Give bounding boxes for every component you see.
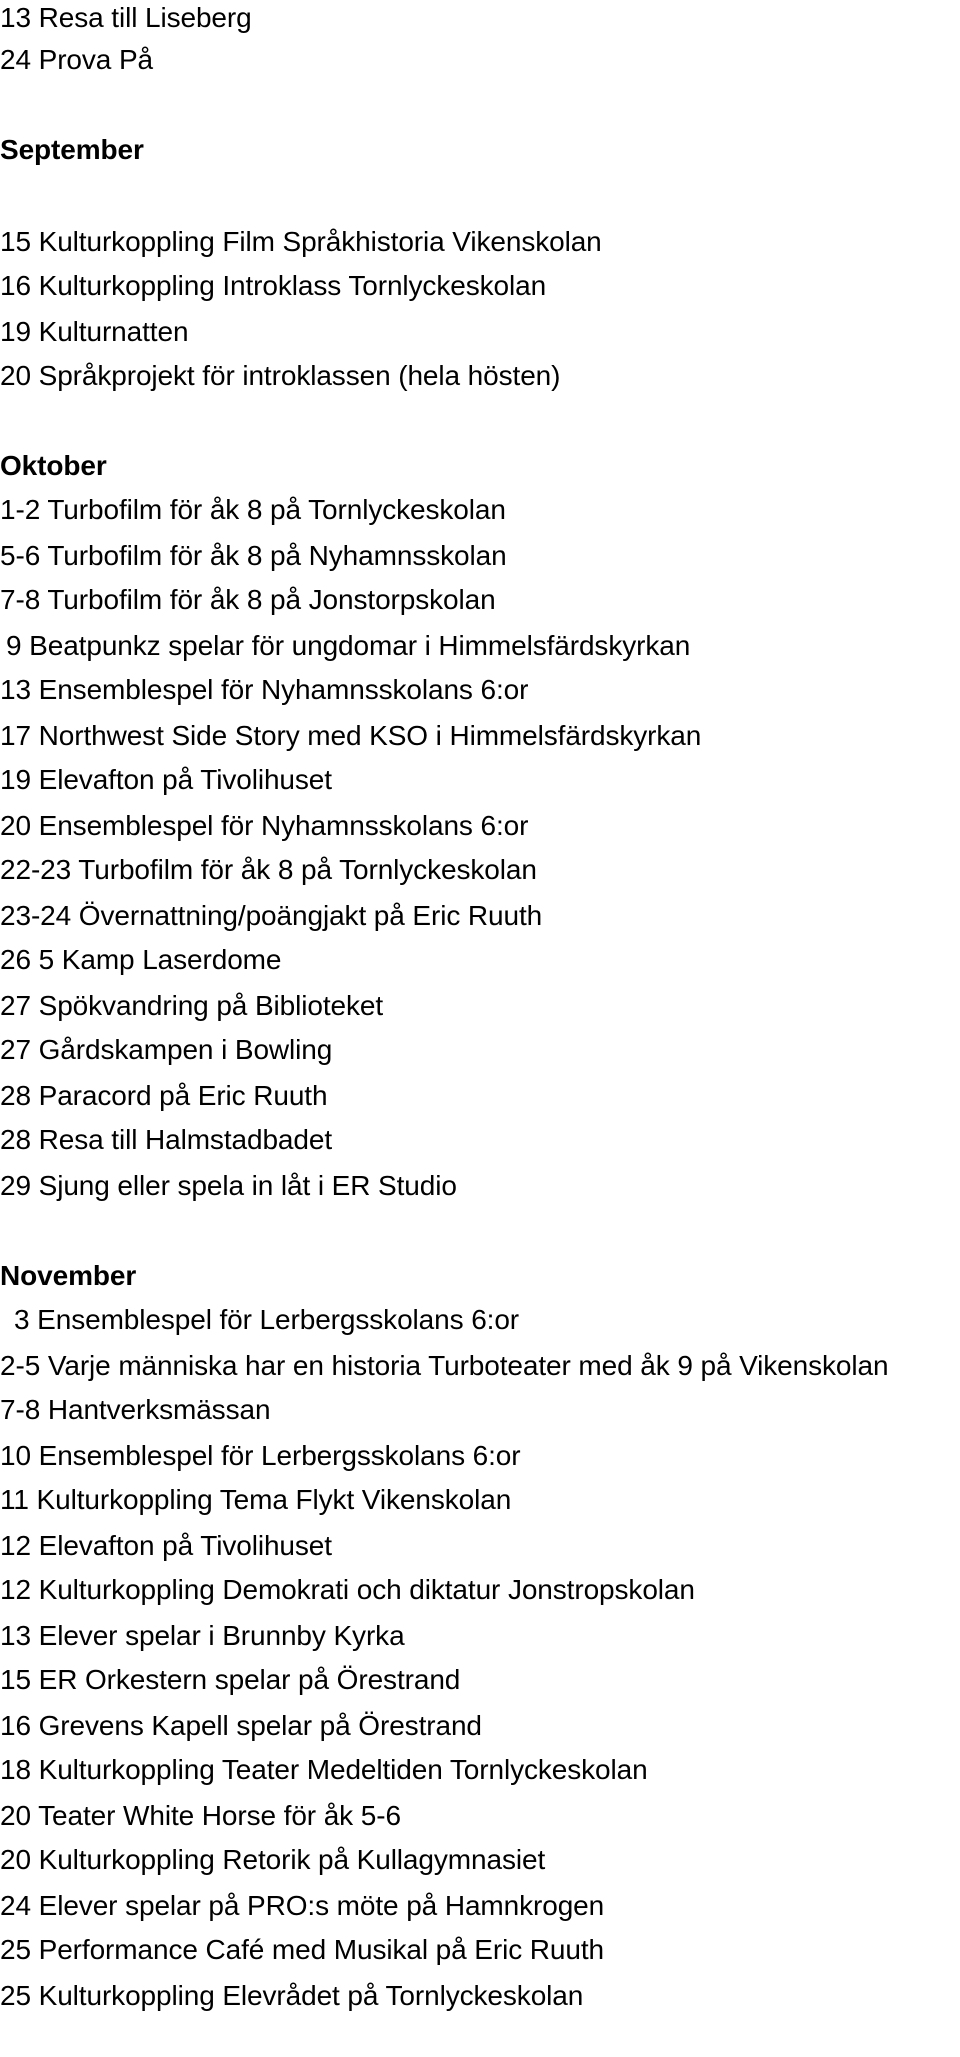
event-line: 20 Kulturkoppling Retorik på Kullagymnasiet <box>0 1844 546 1875</box>
event-line: 20 Teater White Horse för åk 5-6 <box>0 1800 401 1831</box>
event-line: 7-8 Turbofilm för åk 8 på Jonstorpskolan <box>0 584 496 615</box>
event-line: 11 Kulturkoppling Tema Flykt Vikenskolan <box>0 1484 512 1515</box>
event-line: 20 Språkprojekt för introklassen (hela hösten) <box>0 360 561 391</box>
event-line: 1-2 Turbofilm för åk 8 på Tornlyckeskolan <box>0 494 506 525</box>
event-line: 16 Grevens Kapell spelar på Örestrand <box>0 1710 482 1741</box>
event-line: 17 Northwest Side Story med KSO i Himmelsfärdskyrkan <box>0 720 702 751</box>
event-line: 22-23 Turbofilm för åk 8 på Tornlyckeskolan <box>0 854 537 885</box>
event-line: 12 Elevafton på Tivolihuset <box>0 1530 332 1561</box>
event-line: 16 Kulturkoppling Introklass Tornlyckeskolan <box>0 270 547 301</box>
event-line: 29 Sjung eller spela in låt i ER Studio <box>0 1170 457 1201</box>
month-heading-september: September <box>0 134 144 165</box>
event-line: 13 Elever spelar i Brunnby Kyrka <box>0 1620 405 1651</box>
event-line: 7-8 Hantverksmässan <box>0 1394 271 1425</box>
event-line: 28 Paracord på Eric Ruuth <box>0 1080 328 1111</box>
event-line: 27 Spökvandring på Biblioteket <box>0 990 384 1021</box>
event-line: 24 Prova På <box>0 44 153 75</box>
event-line: 20 Ensemblespel för Nyhamnsskolans 6:or <box>0 810 529 841</box>
event-line: 28 Resa till Halmstadbadet <box>0 1124 333 1155</box>
event-line: 13 Ensemblespel för Nyhamnsskolans 6:or <box>0 674 529 705</box>
event-line: 12 Kulturkoppling Demokrati och diktatur Jonstropskolan <box>0 1574 695 1605</box>
event-line: 15 Kulturkoppling Film Språkhistoria Vikenskolan <box>0 226 602 257</box>
event-line: 13 Resa till Liseberg <box>0 2 252 33</box>
event-line: 24 Elever spelar på PRO:s möte på Hamnkrogen <box>0 1890 605 1921</box>
month-heading-oktober: Oktober <box>0 450 107 481</box>
event-line: 19 Elevafton på Tivolihuset <box>0 764 332 795</box>
event-line: 25 Kulturkoppling Elevrådet på Tornlyckeskolan <box>0 1980 584 2011</box>
event-line: 19 Kulturnatten <box>0 316 189 347</box>
event-line: 5-6 Turbofilm för åk 8 på Nyhamnsskolan <box>0 540 507 571</box>
event-line: 26 5 Kamp Laserdome <box>0 944 282 975</box>
event-line: 27 Gårdskampen i Bowling <box>0 1034 333 1065</box>
event-line: 10 Ensemblespel för Lerbergsskolans 6:or <box>0 1440 521 1471</box>
event-line: 18 Kulturkoppling Teater Medeltiden Tornlyckeskolan <box>0 1754 648 1785</box>
event-line: 25 Performance Café med Musikal på Eric Ruuth <box>0 1934 604 1965</box>
event-line: 9 Beatpunkz spelar för ungdomar i Himmelsfärdskyrkan <box>6 630 691 661</box>
event-line: 3 Ensemblespel för Lerbergsskolans 6:or <box>14 1304 520 1335</box>
event-line: 2-5 Varje människa har en historia Turboteater med åk 9 på Vikenskolan <box>0 1350 889 1381</box>
month-heading-november: November <box>0 1260 137 1291</box>
event-line: 15 ER Orkestern spelar på Örestrand <box>0 1664 461 1695</box>
event-line: 23-24 Övernattning/poängjakt på Eric Ruuth <box>0 900 543 931</box>
